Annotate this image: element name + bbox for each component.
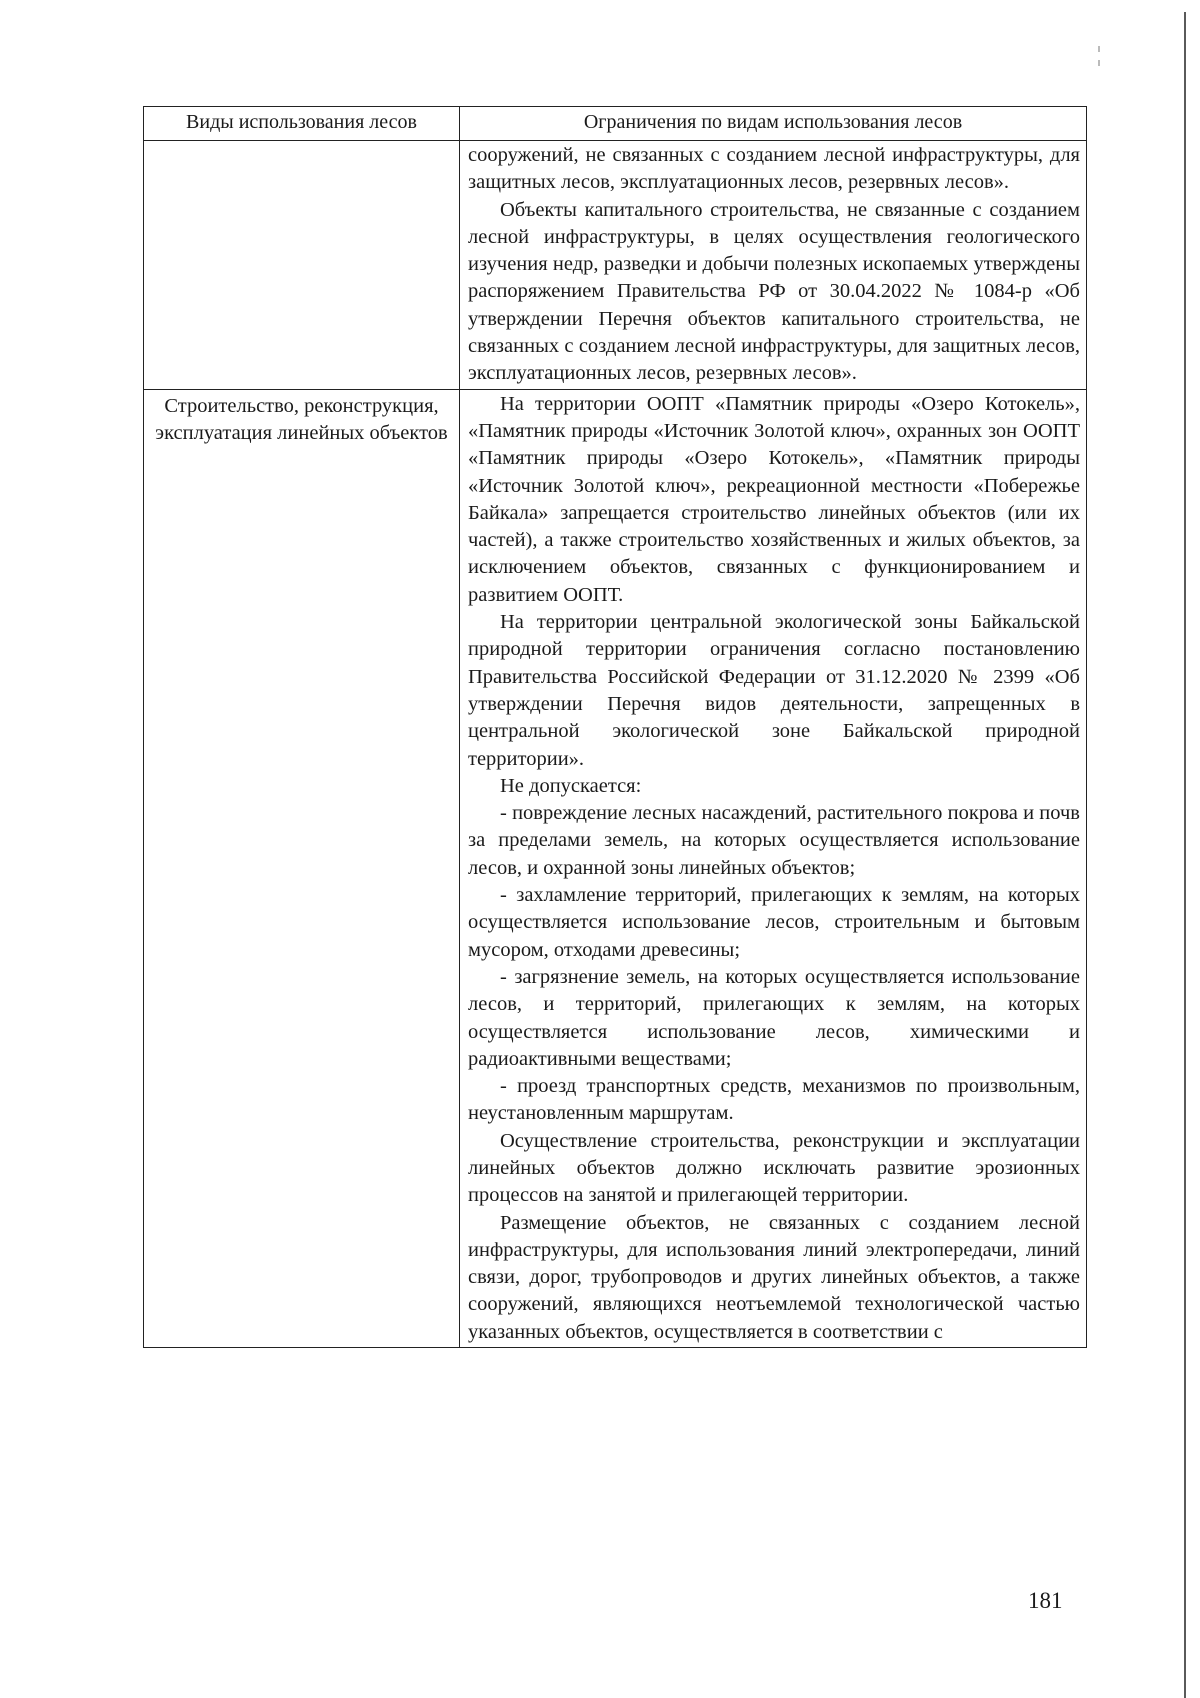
restriction-paragraph: На территории центральной экологической зоны Байкальской природной территории ограничения согласно постановлению Правительства Российской Федерации от 31.12.2020 № 2399 «Об утверждении Перечня видов деятельности, запрещенных в центральной экологической зоне Байкальской природной территории».	[468, 611, 1080, 770]
restriction-paragraph: На территории ООПТ «Памятник природы «Озеро Котокель», «Памятник природы «Источник Золотой ключ», охранных зон ООПТ «Памятник природы «Озеро Котокель», «Памятник природы «Источник Золотой ключ», рекреационной местности «Побережье Байкала» запрещается строительство линейных объектов (или их частей), а также строительство хозяйственных и жилых объектов, за исключением объектов, связанных с функционированием и развитием ООПТ.	[468, 392, 1080, 606]
forest-use-type-cell: Строительство, реконструкция, эксплуатация линейных объектов	[144, 389, 460, 1347]
header-restrictions: Ограничения по видам использования лесов	[460, 107, 1087, 141]
table-header-row	[144, 107, 1087, 141]
table-row	[144, 389, 1087, 1347]
restriction-paragraph: сооружений, не связанных с созданием лесной инфраструктуры, для защитных лесов, эксплуатационных лесов, резервных лесов».	[468, 144, 1080, 194]
restriction-list-item: - загрязнение земель, на которых осуществляется использование лесов, и территорий, прилегающих к землям, на которых осуществляется использование лесов, химическими и радиоактивными веществами;	[468, 965, 1080, 1070]
restriction-paragraph: Размещение объектов, не связанных с созданием лесной инфраструктуры, для использования линий электропередачи, линий связи, дорог, трубопроводов и других линейных объектов, а также сооружений, являющихся неотъемлемой технологической частью указанных объектов, осуществляется в соответствии с	[468, 1211, 1080, 1343]
scan-speck	[1098, 46, 1100, 52]
restrictions-cell	[460, 389, 1087, 1347]
restriction-paragraph: Не допускается:	[500, 774, 642, 797]
header-forest-use-types: Виды использования лесов	[144, 107, 460, 141]
restriction-paragraph: Осуществление строительства, реконструкции и эксплуатации линейных объектов должно исключать развитие эрозионных процессов на занятой и прилегающей территории.	[468, 1129, 1080, 1207]
forest-use-type-cell	[144, 141, 460, 390]
page-number: 181	[1028, 1588, 1063, 1613]
restrictions-cell	[460, 141, 1087, 390]
restriction-paragraph: Объекты капитального строительства, не связанные с созданием лесной инфраструктуры, в целях осуществления геологического изучения недр, разведки и добычи полезных ископаемых утверждены распоряжением Правительства РФ от 30.04.2022 № 1084-р «Об утверждении Перечня объектов капитального строительства, не связанных с созданием лесной инфраструктуры, для защитных лесов, эксплуатационных лесов, резервных лесов».	[468, 198, 1080, 385]
restriction-list-item: - проезд транспортных средств, механизмов по произвольным, неустановленным маршрутам.	[468, 1075, 1080, 1125]
restriction-list-item: - повреждение лесных насаждений, растительного покрова и почв за пределами земель, на которых осуществляется использование лесов, и охранной зоны линейных объектов;	[468, 802, 1080, 879]
forest-use-restrictions-table	[143, 106, 1087, 1348]
table-row	[144, 141, 1087, 390]
scan-speck	[1098, 60, 1100, 66]
scan-page-edge	[1184, 12, 1186, 1698]
restriction-list-item: - захламление территорий, прилегающих к землям, на которых осуществляется использование лесов, строительным и бытовым мусором, отходами древесины;	[468, 884, 1080, 961]
